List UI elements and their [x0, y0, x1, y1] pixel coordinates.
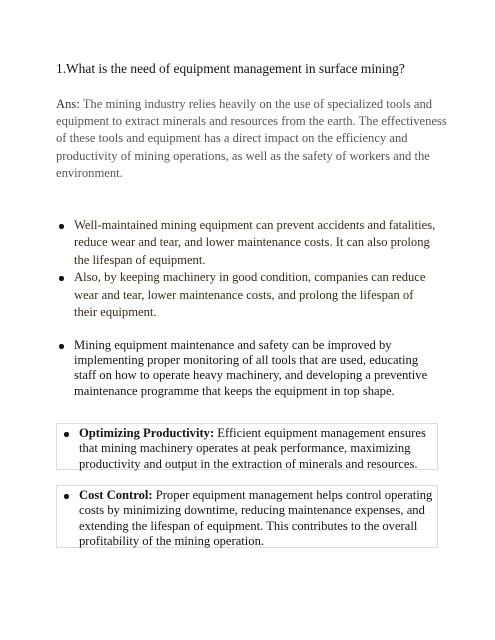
point-heading: Optimizing Productivity:	[79, 426, 215, 440]
list-item	[56, 217, 436, 269]
boxed-point-productivity	[56, 423, 438, 470]
answer-text: The mining industry relies heavily on the use of specialized tools and equipment to extract minerals and resources from the earth. The effectiveness of these tools and equipment has a direct impact on the efficiency and productivity of mining operations, as well as the safety of workers and the environment.	[56, 97, 447, 180]
bullet-dot-icon	[64, 494, 69, 499]
bullet-list-maintenance	[56, 338, 441, 399]
point-heading: Cost Control:	[79, 488, 153, 502]
bullet-dot-icon	[59, 224, 64, 229]
bullet-list-benefits	[56, 217, 436, 321]
list-item-text: Also, by keeping machinery in good condition, companies can reduce wear and tear, lower maintenance costs, and prolong the lifespan of their equipment.	[74, 270, 426, 320]
point-text: Efficient equipment management ensures that mining machinery operates at peak performance, maximizing productivity and output in the extraction of minerals and resources.	[79, 426, 426, 471]
boxed-point-cost-control	[56, 485, 438, 548]
answer-paragraph	[56, 96, 451, 182]
bullet-dot-icon	[59, 344, 64, 349]
list-item-text: Well-maintained mining equipment can prevent accidents and fatalities, reduce wear and tear, and lower maintenance costs. It can also prolong the lifespan of equipment.	[74, 218, 436, 267]
list-item	[56, 269, 436, 321]
bullet-dot-icon	[59, 276, 64, 281]
answer-label: Ans:	[56, 97, 80, 111]
bullet-dot-icon	[64, 432, 69, 437]
list-item-text: Mining equipment maintenance and safety can be improved by implementing proper monitoring of all tools that are used, educating staff on how to operate heavy machinery, and developing a preventive maintenance programme that keeps the equipment in top shape.	[74, 338, 428, 398]
point-text: Proper equipment management helps control operating costs by minimizing downtime, reducing maintenance expenses, and extending the lifespan of equipment. This contributes to the overall profitability of the mining operation.	[79, 488, 433, 549]
list-item	[56, 338, 441, 399]
question-heading: 1.What is the need of equipment management in surface mining?	[56, 61, 405, 76]
